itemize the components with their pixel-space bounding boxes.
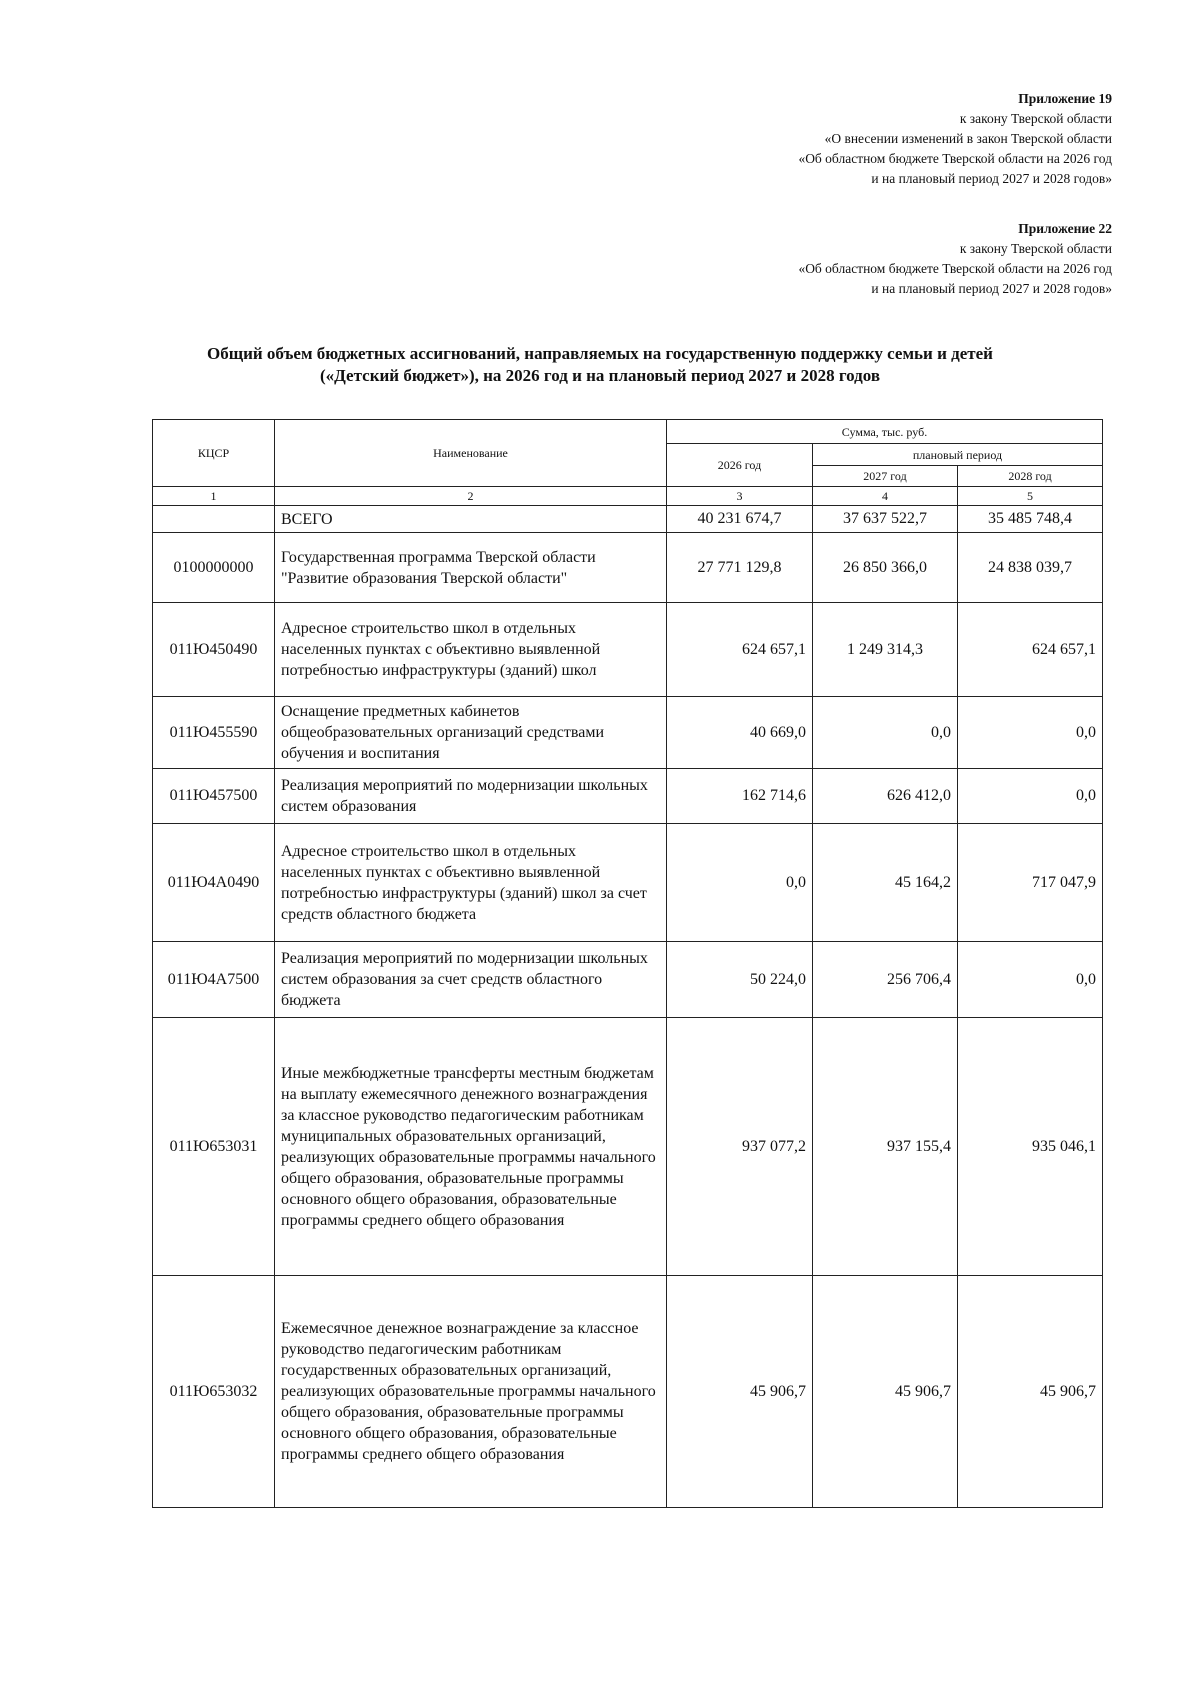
row-code: 0100000000 xyxy=(153,533,275,603)
header-kcsr: КЦСР xyxy=(153,420,275,487)
appendix-22-line: «Об областном бюджете Тверской области на 2026 год xyxy=(798,261,1112,276)
row-name: Ежемесячное денежное вознаграждение за классное руководство педагогическим работникам государственных образовательных организаций, реализующих образовательные программы начального общего образования, образовательные программы основного общего образования, образовательные программы среднего общего образования xyxy=(275,1276,667,1508)
appendix-19-line: «Об областном бюджете Тверской области на 2026 год xyxy=(798,151,1112,166)
appendix-19-line: к закону Тверской области xyxy=(959,111,1112,126)
row-code: 011Ю457500 xyxy=(153,769,275,824)
table-row xyxy=(153,603,1103,697)
header-year-2028: 2028 год xyxy=(958,466,1103,487)
row-2027: 0,0 xyxy=(813,697,958,769)
row-name: Иные межбюджетные трансферты местным бюджетам на выплату ежемесячного денежного вознаграждения за классное руководство педагогическим работникам муниципальных образовательных организаций, реализующих образовательные программы начального общего образования, образовательные программы основного общего образования, образовательные программы среднего общего образования xyxy=(275,1018,667,1276)
document-title xyxy=(150,343,1050,387)
header-sum: Сумма, тыс. руб. xyxy=(667,420,1103,444)
row-2028: 935 046,1 xyxy=(958,1018,1103,1276)
row-2027: 256 706,4 xyxy=(813,942,958,1018)
column-number-row xyxy=(153,487,1103,506)
row-2028: 0,0 xyxy=(958,769,1103,824)
row-2026: 40 669,0 xyxy=(667,697,813,769)
row-2028: 45 906,7 xyxy=(958,1276,1103,1508)
total-code-cell xyxy=(153,506,275,533)
row-2026: 162 714,6 xyxy=(667,769,813,824)
appendix-19-line: и на плановый период 2027 и 2028 годов» xyxy=(871,171,1112,186)
total-row xyxy=(153,506,1103,533)
header-year-2027: 2027 год xyxy=(813,466,958,487)
column-number: 4 xyxy=(813,487,958,506)
row-2027: 45 906,7 xyxy=(813,1276,958,1508)
table-row xyxy=(153,769,1103,824)
row-2026: 0,0 xyxy=(667,824,813,942)
row-code: 011Ю653032 xyxy=(153,1276,275,1508)
budget-table xyxy=(152,419,1103,1508)
row-2026: 937 077,2 xyxy=(667,1018,813,1276)
table-row xyxy=(153,942,1103,1018)
row-code: 011Ю653031 xyxy=(153,1018,275,1276)
row-code: 011Ю450490 xyxy=(153,603,275,697)
row-code: 011Ю455590 xyxy=(153,697,275,769)
appendix-19-title: Приложение 19 xyxy=(1018,91,1112,106)
header-year-2026: 2026 год xyxy=(667,444,813,487)
table-row xyxy=(153,824,1103,942)
header-planned-period: плановый период xyxy=(813,444,1103,466)
row-2027: 26 850 366,0 xyxy=(813,533,958,603)
table-row xyxy=(153,697,1103,769)
total-2026: 40 231 674,7 xyxy=(667,506,813,533)
row-2026: 45 906,7 xyxy=(667,1276,813,1508)
row-name: Реализация мероприятий по модернизации школьных систем образования за счет средств областного бюджета xyxy=(275,942,667,1018)
row-name: Государственная программа Тверской области "Развитие образования Тверской области" xyxy=(275,533,667,603)
total-2027: 37 637 522,7 xyxy=(813,506,958,533)
row-2026: 27 771 129,8 xyxy=(667,533,813,603)
row-2027: 626 412,0 xyxy=(813,769,958,824)
table-row xyxy=(153,1018,1103,1276)
row-code: 011Ю4А7500 xyxy=(153,942,275,1018)
appendix-19-block xyxy=(798,89,1112,189)
row-2028: 624 657,1 xyxy=(958,603,1103,697)
row-2028: 0,0 xyxy=(958,697,1103,769)
header-name: Наименование xyxy=(275,420,667,487)
appendix-19-line: «О внесении изменений в закон Тверской области xyxy=(824,131,1112,146)
appendix-22-line: к закону Тверской области xyxy=(959,241,1112,256)
row-code: 011Ю4А0490 xyxy=(153,824,275,942)
row-2027: 937 155,4 xyxy=(813,1018,958,1276)
appendix-22-line: и на плановый период 2027 и 2028 годов» xyxy=(871,281,1112,296)
column-number: 1 xyxy=(153,487,275,506)
table-row xyxy=(153,1276,1103,1508)
row-2026: 624 657,1 xyxy=(667,603,813,697)
total-label: ВСЕГО xyxy=(275,506,667,533)
row-name: Адресное строительство школ в отдельных населенных пунктах с объективно выявленной потребностью инфраструктуры (зданий) школ xyxy=(275,603,667,697)
appendix-22-title: Приложение 22 xyxy=(1018,221,1112,236)
document-title-line-2: («Детский бюджет»), на 2026 год и на плановый период 2027 и 2028 годов xyxy=(319,366,881,385)
column-number: 5 xyxy=(958,487,1103,506)
table-row xyxy=(153,533,1103,603)
column-number: 3 xyxy=(667,487,813,506)
column-number: 2 xyxy=(275,487,667,506)
row-2028: 24 838 039,7 xyxy=(958,533,1103,603)
row-name: Адресное строительство школ в отдельных населенных пунктах с объективно выявленной потребностью инфраструктуры (зданий) школ за счет средств областного бюджета xyxy=(275,824,667,942)
document-title-line-1: Общий объем бюджетных ассигнований, направляемых на государственную поддержку семьи и детей xyxy=(207,344,993,363)
row-name: Оснащение предметных кабинетов общеобразовательных организаций средствами обучения и воспитания xyxy=(275,697,667,769)
row-2026: 50 224,0 xyxy=(667,942,813,1018)
row-2027: 45 164,2 xyxy=(813,824,958,942)
total-2028: 35 485 748,4 xyxy=(958,506,1103,533)
appendix-22-block xyxy=(798,219,1112,299)
row-name: Реализация мероприятий по модернизации школьных систем образования xyxy=(275,769,667,824)
row-2027: 1 249 314,3 xyxy=(813,603,958,697)
row-2028: 0,0 xyxy=(958,942,1103,1018)
row-2028: 717 047,9 xyxy=(958,824,1103,942)
